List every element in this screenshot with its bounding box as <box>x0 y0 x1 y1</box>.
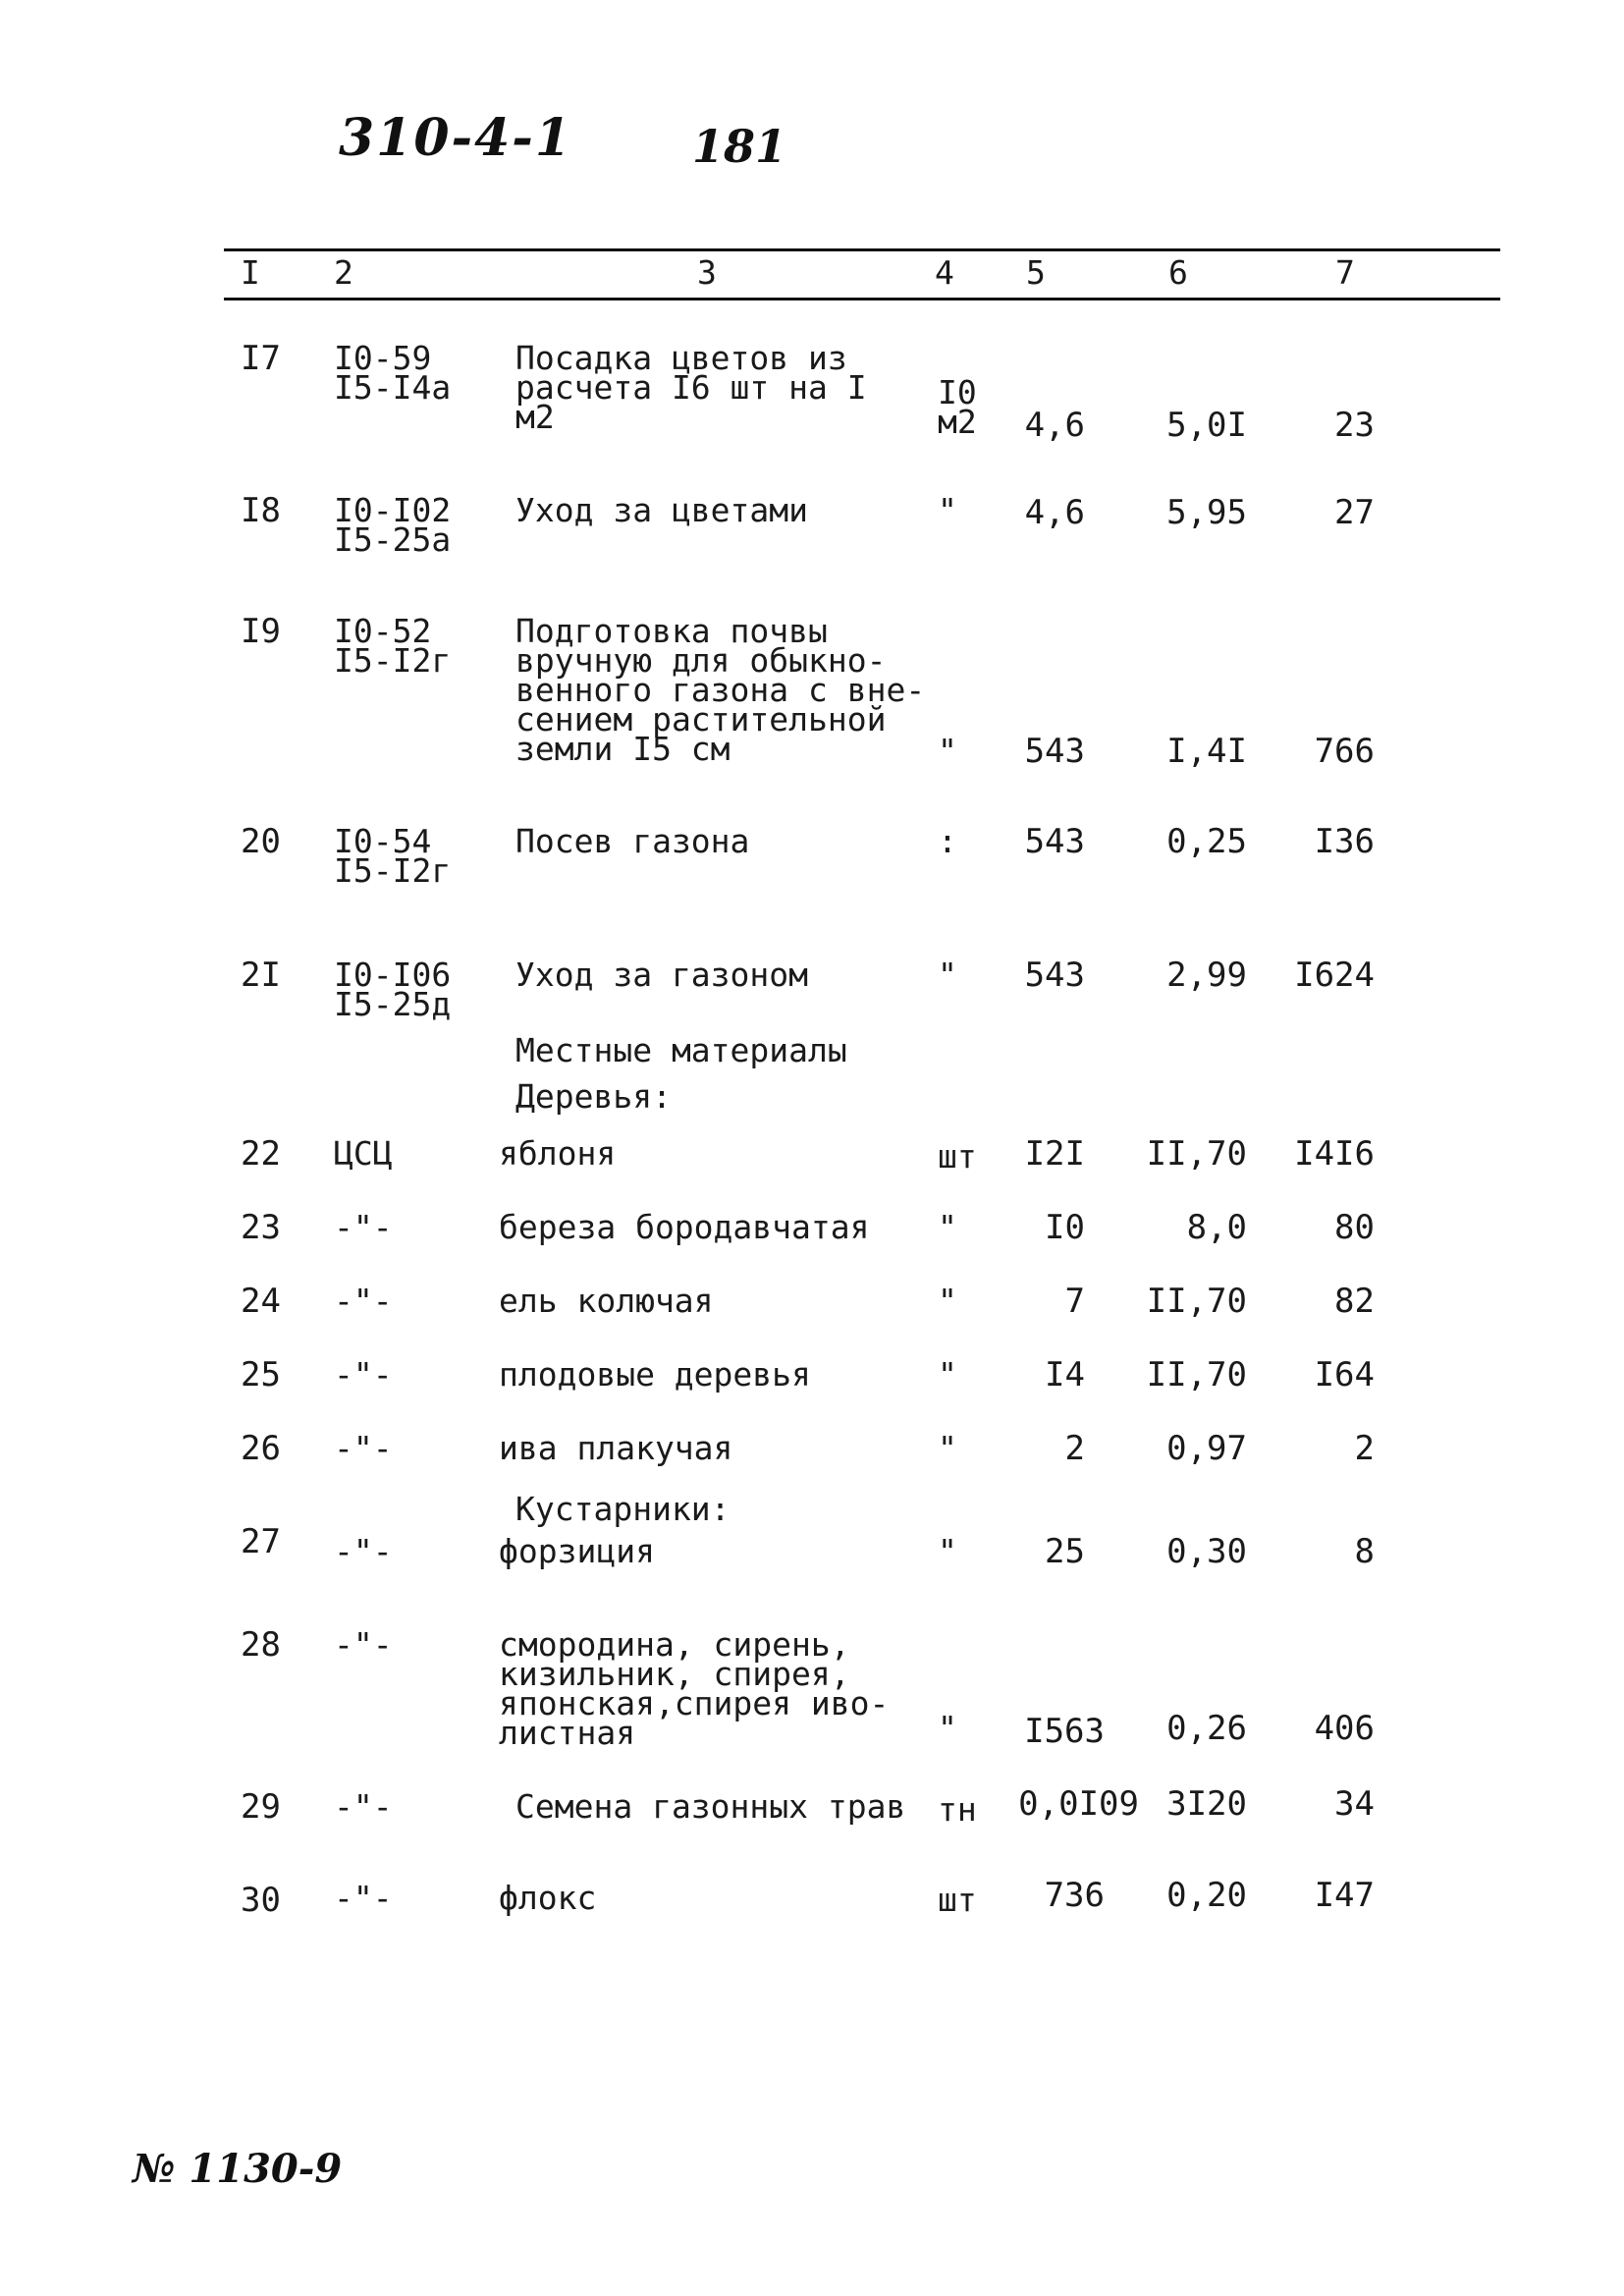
material-name: ива плакучая <box>499 1429 733 1467</box>
unit: " <box>938 956 957 994</box>
ditto-mark: -"- <box>334 1208 393 1246</box>
quantity: 4,6 <box>1024 493 1085 532</box>
material-name: береза бородавчатая <box>499 1208 870 1246</box>
quantity: 543 <box>1024 822 1085 861</box>
quantity: I4 <box>1045 1355 1085 1394</box>
total: I4I6 <box>1294 1134 1375 1174</box>
row-number: I7 <box>241 339 281 378</box>
quantity: 2 <box>1064 1429 1085 1468</box>
column-header-6: 6 <box>1168 253 1188 292</box>
ditto-mark: -"- <box>334 1532 393 1570</box>
unit: шт <box>938 1881 977 1919</box>
row-number: 26 <box>241 1429 281 1468</box>
column-header-3: 3 <box>697 253 717 292</box>
unit-price: 8,0 <box>1186 1208 1247 1247</box>
work-description: Посадка цветов из расчета I6 шт на I м2 <box>515 339 867 436</box>
ditto-mark: -"- <box>334 1429 393 1467</box>
column-header-4: 4 <box>935 253 954 292</box>
total: I47 <box>1314 1876 1375 1915</box>
unit: " <box>938 1208 957 1246</box>
material-name: яблоня <box>499 1134 617 1173</box>
total: 34 <box>1334 1784 1375 1824</box>
unit-price: II,70 <box>1146 1282 1247 1321</box>
total: 23 <box>1334 406 1375 445</box>
unit: : <box>938 822 957 860</box>
work-description: Уход за газоном <box>515 956 809 994</box>
unit: " <box>938 1282 957 1320</box>
row-number: 28 <box>241 1625 281 1665</box>
quantity: 543 <box>1024 956 1085 995</box>
unit: " <box>938 1709 957 1747</box>
column-header-2: 2 <box>334 253 353 292</box>
unit-price: 0,97 <box>1166 1429 1247 1468</box>
document-code: 310-4-1 <box>339 108 573 168</box>
total: 82 <box>1334 1282 1375 1321</box>
table-header-top-rule <box>224 248 1500 251</box>
row-number: 29 <box>241 1787 281 1827</box>
ditto-mark: -"- <box>334 1355 393 1394</box>
row-number: I8 <box>241 491 281 530</box>
total: I624 <box>1294 956 1375 995</box>
unit: " <box>938 1355 957 1394</box>
row-number: I9 <box>241 612 281 651</box>
row-number: 25 <box>241 1355 281 1394</box>
row-number: 23 <box>241 1208 281 1247</box>
row-number: 24 <box>241 1282 281 1321</box>
unit-price: 5,95 <box>1166 493 1247 532</box>
unit-price: 0,26 <box>1166 1709 1247 1748</box>
total: 27 <box>1334 493 1375 532</box>
total: 406 <box>1314 1709 1375 1748</box>
unit: " <box>938 732 957 770</box>
ditto-mark: -"- <box>334 1625 393 1664</box>
row-number: 27 <box>241 1522 281 1561</box>
row-number: 22 <box>241 1134 281 1174</box>
unit-price: 3I20 <box>1166 1784 1247 1824</box>
material-name: форзиция <box>499 1532 655 1570</box>
unit: " <box>938 1429 957 1467</box>
total: I36 <box>1314 822 1375 861</box>
work-description: Посев газона <box>515 822 750 860</box>
quantity: 25 <box>1045 1532 1085 1571</box>
column-header-1: I <box>241 253 260 292</box>
footer-document-number: № 1130-9 <box>133 2146 343 2192</box>
total: 8 <box>1354 1532 1375 1571</box>
unit: шт <box>938 1137 977 1175</box>
table-header-bottom-rule <box>224 298 1500 301</box>
total: I64 <box>1314 1355 1375 1394</box>
row-number: 20 <box>241 822 281 861</box>
unit-price: II,70 <box>1146 1134 1247 1174</box>
section-local-materials: Местные материалы <box>515 1031 847 1069</box>
unit-price: II,70 <box>1146 1355 1247 1394</box>
row-number: 2I <box>241 956 281 995</box>
ditto-mark: -"- <box>334 1282 393 1320</box>
quantity: I0 <box>1045 1208 1085 1247</box>
unit-price: 2,99 <box>1166 956 1247 995</box>
material-name: плодовые деревья <box>499 1355 811 1394</box>
quantity: 4,6 <box>1024 406 1085 445</box>
unit-price: 0,30 <box>1166 1532 1247 1571</box>
total: 2 <box>1354 1429 1375 1468</box>
quantity: 736 <box>1044 1876 1105 1915</box>
norm-code: I0-I06 I5-25д <box>334 956 452 1023</box>
unit-price: 5,0I <box>1166 406 1247 445</box>
norm-code: ЦСЦ <box>334 1134 393 1173</box>
unit-price: I,4I <box>1166 732 1247 771</box>
total: 80 <box>1334 1208 1375 1247</box>
unit-price: 0,20 <box>1166 1876 1247 1915</box>
page-number: 181 <box>692 120 787 173</box>
work-description: Подготовка почвы вручную для обыкно- венного газона с вне- сением растительной земли I5 см <box>515 612 926 768</box>
norm-code: I0-52 I5-I2г <box>334 612 452 680</box>
material-name: Семена газонных трав <box>515 1787 906 1826</box>
ditto-mark: -"- <box>334 1879 393 1917</box>
unit: " <box>938 1532 957 1570</box>
section-shrubs: Кустарники: <box>515 1490 731 1528</box>
row-number: 30 <box>241 1881 281 1920</box>
material-name: смородина, сирень, кизильник, спирея, японская,спирея иво- листная <box>499 1625 890 1752</box>
unit-price: 0,25 <box>1166 822 1247 861</box>
material-name: флокс <box>499 1879 597 1917</box>
norm-code: I0-59 I5-I4a <box>334 339 452 407</box>
unit: I0 м2 <box>938 373 977 441</box>
quantity: 7 <box>1064 1282 1085 1321</box>
unit: тн <box>938 1790 977 1829</box>
section-trees: Деревья: <box>515 1077 672 1116</box>
column-header-7: 7 <box>1335 253 1355 292</box>
quantity: 0,0I09 <box>1018 1784 1139 1824</box>
quantity: I563 <box>1024 1712 1105 1751</box>
column-header-5: 5 <box>1026 253 1046 292</box>
work-description: Уход за цветами <box>515 491 809 529</box>
ditto-mark: -"- <box>334 1787 393 1826</box>
material-name: ель колючая <box>499 1282 714 1320</box>
quantity: I2I <box>1024 1134 1085 1174</box>
quantity: 543 <box>1024 732 1085 771</box>
unit: " <box>938 491 957 529</box>
total: 766 <box>1314 732 1375 771</box>
norm-code: I0-I02 I5-25a <box>334 491 452 559</box>
norm-code: I0-54 I5-I2г <box>334 822 452 890</box>
